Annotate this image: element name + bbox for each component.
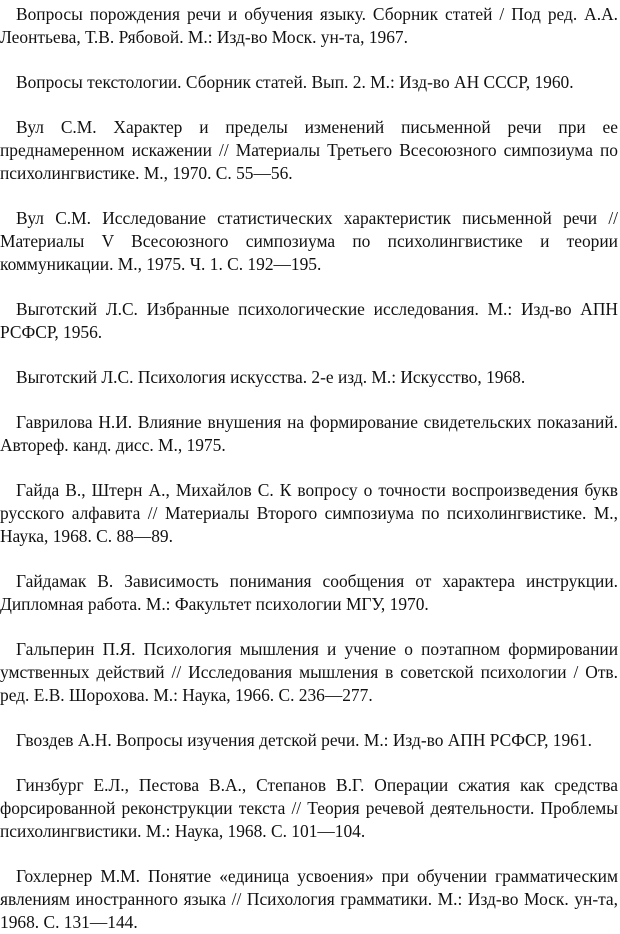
bibliography-entry-11: Гвоздев А.Н. Вопросы изучения детской речи. М.: Изд-во АПН РСФСР, 1961. bbox=[16, 730, 592, 750]
bibliography-entry-10: Гальперин П.Я. Психология мышления и учение о поэтапном формировании умственных действий // Исследования мышления в советской психологии / Отв. ред. Е.В. Шорохова. М.: Наука, 1966. С. 236—277. bbox=[0, 639, 618, 705]
bibliography-entry-2: Вопросы текстологии. Сборник статей. Вып. 2. М.: Изд-во АН СССР, 1960. bbox=[16, 72, 574, 92]
bibliography-entry-3: Вул С.М. Характер и пределы изменений письменной речи при ее преднамеренном искажении // Материалы Третьего Всесоюзного симпозиума по психолингвистике. М., 1970. С. 55—56. bbox=[0, 117, 618, 183]
bibliography-entry-8: Гайда В., Штерн А., Михайлов С. К вопросу о точности воспроизведения букв русского алфавита // Материалы Второго симпозиума по психолингвистике. М., Наука, 1968. С. 88—89. bbox=[0, 480, 618, 546]
bibliography-entry-6: Выготский Л.С. Психология искусства. 2-е изд. М.: Искусство, 1968. bbox=[16, 367, 526, 387]
bibliography-entry-5: Выготский Л.С. Избранные психологические исследования. М.: Изд-во АПН РСФСР, 1956. bbox=[0, 299, 618, 342]
bibliography-entry-13: Гохлернер М.М. Понятие «единица усвоения» при обучении грамматическим явлениям иностранного языка // Психология грамматики. М.: Изд-во Моск. ун-та, 1968. С. 131—144. bbox=[0, 866, 618, 932]
bibliography-entry-4: Вул С.М. Исследование статистических характеристик письменной речи // Материалы V Всесоюзного симпозиума по психолингвистике и теории коммуникации. М., 1975. Ч. 1. С. 192—195. bbox=[0, 208, 618, 274]
bibliography-entry-12: Гинзбург Е.Л., Пестова В.А., Степанов В.Г. Операции сжатия как средства форсированной реконструкции текста // Теория речевой деятельности. Проблемы психолингвистики. М.: Наука, 1968. С. 101—104. bbox=[0, 775, 618, 841]
bibliography-entry-7: Гаврилова Н.И. Влияние внушения на формирование свидетельских показаний. Автореф. канд. дисс. М., 1975. bbox=[0, 412, 618, 455]
bibliography-entry-1: Вопросы порождения речи и обучения языку. Сборник статей / Под ред. А.А. Леонтьева, Т.В. Рябовой. М.: Изд-во Моск. ун-та, 1967. bbox=[0, 4, 618, 47]
bibliography-entry-9: Гайдамак В. Зависимость понимания сообщения от характера инструкции. Дипломная работа. М.: Факультет психологии МГУ, 1970. bbox=[0, 571, 618, 614]
